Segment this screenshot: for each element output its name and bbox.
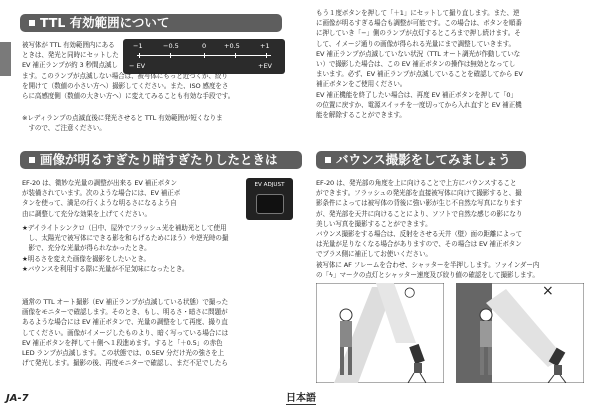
body-line: の「ϟ」マークの点灯とシャッター速度及び絞り値の確認をして撮影します。 [316,270,539,279]
bounce-incorrect-figure [456,283,584,383]
body-line: まいます。必ず、EV 補正ランプが点滅していることを確認してから EV [316,70,523,79]
bounce-incorrect-illustration [456,283,584,383]
scale-label: 0 [202,42,207,50]
title-bullet-icon [29,20,35,26]
body-line: い）で撮影した場合は、この EV 補正ボタンの操作は無効となってし [316,60,516,69]
body-line: 被写体に AF フレームを合わせ、シャッターを半押しします。ファインダー内 [316,260,540,269]
body-line: EV 補正ボタンを押して＋側へ１段進めます。すると「＋0.5」の赤色 [22,338,223,347]
body-line: ます。このランプが点滅しない場合は、被写体にもっと近づくか、絞り [22,71,228,80]
exposure-body [22,297,312,368]
bounce-correct-figure [316,283,444,383]
body-line: 影条件によっては被写体の背後に強い影が生じ不自然な写真になります [316,199,523,208]
body-line: の位置に戻すか、電源スイッチを一度切ってから入れ直すと EV 補正機 [316,100,522,109]
ttl-range-note [22,113,307,133]
body-line: タンを使って、満足の行くような明るさになるよう自 [22,199,177,208]
section-title-ttl-range: TTL 有効範囲について [20,14,282,32]
correct-mark: ○ [404,285,416,300]
body-line: EF-20 は、発光部の角度を上に向けることで上方にバウンスすること [316,179,517,187]
use-case-list [22,223,312,274]
list-item: ★デイライトシンクロ（日中、屋外でフラッシュ光を補助光として使用 [22,224,227,232]
body-line: もう１度ボタンを押して「＋1」にセットして撮り直します。また、逆 [316,9,520,17]
title-bullet-icon [29,157,35,163]
ev-continued-body [316,8,598,120]
title-bullet-icon [325,157,331,163]
ev-adjust-button-icon [256,194,284,214]
note-line: ※レディランプの点滅直後に発光させると TTL 有効範囲が短くなりま [22,114,223,122]
list-item: し、太陽光で被写体にできる影を和らげるためにほう）や逆光時の撮 [22,234,229,243]
bounce-correct-illustration [316,283,444,383]
body-line: らに高感度側（数値の大きい方へ）に変えてみることも有効な手段です。 [22,92,235,101]
scale-label: −0.5 [163,42,179,50]
list-item: 影で、充分な光量が得られなかったとき。 [22,244,151,253]
body-line: 美しい写真を撮影することができます。 [316,219,432,228]
body-line: が、発光部を天井に向けることにより、ソフトで自然な感じの影になり [316,209,523,218]
body-line: してください。画像がイメージしたものより、暗く写っている場合には [22,328,229,337]
incorrect-mark: × [542,283,554,299]
body-line: 能を解除することができます。 [316,111,406,120]
body-line: 通常の TTL オート撮影（EV 補正ランプが点滅している状態）で撮った [22,298,229,306]
body-line: を開けて（数値の小さい方へ）撮影してください。また、ISO 感度をさ [22,81,229,90]
body-line: に画像が明るすぎる場合も調整が可能です。この場合は、ボタンを順番 [316,19,522,28]
body-line: LED ランプが点滅します。この状態では、0.5EV 分だけ光の強さを上 [22,349,225,358]
body-line: EV 補正ランプが点滅していない状況（TTL オート調光が作動していな [316,49,521,58]
body-line: でプラス側に補正してお使いください。 [316,250,432,259]
ev-plus-label: +EV [258,62,272,70]
body-line: EV 補正ランプが約 3 秒間点滅し [22,61,118,70]
ev-minus-label: − EV [129,62,146,70]
ttl-range-body [22,40,307,101]
body-line: に押していき「−」側のランプが点灯するところまで押し続けます。そ [316,29,521,38]
body-line: が装備されています。次のような場合には、EV 補正ボ [22,189,181,198]
body-line: げて発光します。撮影の後、再度モニターで確認し、まだ不足でしたら [22,359,228,368]
note-line: すので、ご注意ください。 [22,124,106,133]
section-side-tab [0,42,11,76]
section-title-bounce: バウンス撮影をしてみましょう [316,151,526,169]
body-line: ができます。フラッシュの発光部を直接被写体に向けて撮影すると、撮 [316,189,522,198]
body-line: EV 補正機能を終了したい場合は、再度 EV 補正ボタンを押して「0」 [316,90,517,99]
ev-adjust-button-illustration [246,178,293,220]
scale-label: −1 [133,42,143,50]
bounce-body [316,178,598,280]
body-line: ときは、発光と同時にセットした [22,51,119,60]
body-line: 被写体が TTL 有効範囲内にある [22,41,115,49]
body-line: 由に調整して充分な効果を上げてください。 [22,209,151,218]
body-line: は光量が足りなくなる場合がありますので、その場合は EV 補正ボタン [316,240,522,249]
body-line: バウンス撮影をする場合は、反射をさせる天井（壁）面の距離によって [316,230,523,239]
language-label: 日本語 [286,389,316,405]
exposure-intro [22,178,244,219]
page-number: JA-7 [6,393,29,404]
list-item: ★明るさを変えた画像を撮影をしたいとき。 [22,254,151,263]
body-line: 補正ボタンをご使用ください。 [316,80,407,89]
body-line: 画像をモニターで確認します。そのとき、もし、明るさ・暗さに問題が [22,308,228,317]
list-item: ★バウンスを利用する際に光量が不足気味になったとき。 [22,264,189,273]
body-line: あるような場合には EV 補正ボタンで、光量の調整をして再度、撮り直 [22,318,228,327]
body-line: EF-20 は、微妙な光量の調整が出来る EV 補正ボタン [22,179,177,187]
scale-label: +1 [260,42,270,50]
scale-label: +0.5 [224,42,240,50]
ev-adjust-label: EV ADJUST [254,182,285,188]
section-title-exposure: 画像が明るすぎたり暗すぎたりしたときは [20,151,302,169]
body-line: して、イメージ通りの画像が得られる光量にまで調整していきます。 [316,39,516,48]
